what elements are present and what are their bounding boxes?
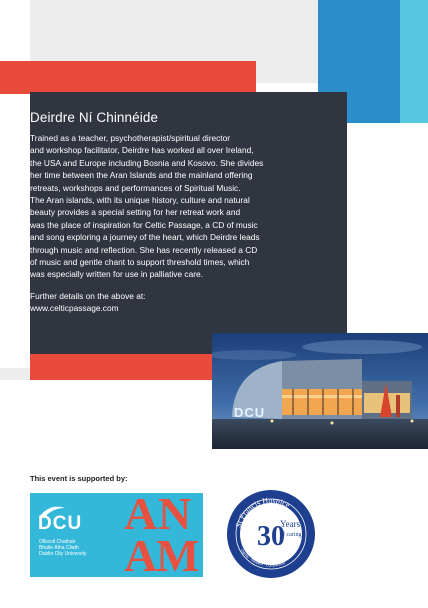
bio-line: Trained as a teacher, psychotherapist/spiritual director (30, 133, 231, 143)
bio-content (30, 110, 347, 315)
bio-line: the USA and Europe including Bosnia and Kosovo. She divides (30, 157, 264, 168)
hospice-of-caring: of caring (280, 532, 302, 538)
bio-line: beauty provides a special setting for her retreat work and (30, 207, 241, 218)
st-francis-hospice-logo (226, 489, 316, 579)
bio-line: and workshop facilitator, Deirdre has worked all over Ireland, (30, 145, 254, 156)
bio-title: Deirdre Ní Chinnéide (30, 110, 159, 125)
building-illustration (212, 333, 428, 449)
red-decor-bar-bottom (30, 354, 212, 380)
bio-line: was especially written for use in palliative care. (30, 269, 203, 280)
anam-letter: M (156, 530, 200, 577)
bio-text (30, 132, 326, 281)
bio-line: and song exploring a journey of the heart, which Deirdre leads (30, 232, 260, 243)
further-details (30, 290, 347, 315)
dcu-name-line: Ollscoil Chathair (39, 539, 76, 545)
dcu-name-line: Dublin City University (39, 551, 87, 557)
dcu-anam-logo (30, 493, 203, 577)
hospice-dates: 1989 · 2019 (252, 554, 275, 565)
hospice-seal-icon (226, 489, 316, 579)
bio-panel (30, 92, 347, 354)
bio-line: of music and gentle chant to support threshold times, which (30, 257, 250, 268)
dcu-name-block (39, 539, 87, 557)
dcu-building-photo (212, 333, 428, 449)
further-details-label: Further details on the above at: (30, 290, 146, 301)
cyan-decor-block (400, 0, 428, 123)
dcu-sign: DCU (234, 405, 266, 420)
bio-line: her time between the Aran Islands and the mainland offering (30, 170, 253, 181)
bio-line: retreats, workshops and performances of Spiritual Music. (30, 182, 241, 193)
bio-line: through music and reflection. She has recently released a CD (30, 244, 258, 255)
anam-letter: A (124, 493, 158, 539)
hospice-years: Years (280, 519, 301, 529)
dcu-mark: DCU (38, 513, 83, 534)
anam-letter: A (124, 530, 158, 577)
bio-line: The Aran islands, with its unique history, culture and natural (30, 195, 250, 206)
anam-mark (118, 493, 203, 577)
hospice-values: Dignity · Respect · Compassion (239, 548, 286, 568)
dcu-name-line: Bhaile Átha Cliath (39, 545, 79, 551)
anam-letter: N (158, 493, 192, 539)
website-link[interactable]: www.celticpassage.com (30, 303, 119, 314)
red-decor-bar-top (0, 61, 256, 94)
hospice-name: St Francis Hospice (233, 495, 292, 529)
hospice-number: 30 (257, 521, 285, 552)
support-heading: This event is supported by: (30, 474, 128, 483)
bio-line: was the place of inspiration for Celtic Passage, a CD of music (30, 219, 258, 230)
